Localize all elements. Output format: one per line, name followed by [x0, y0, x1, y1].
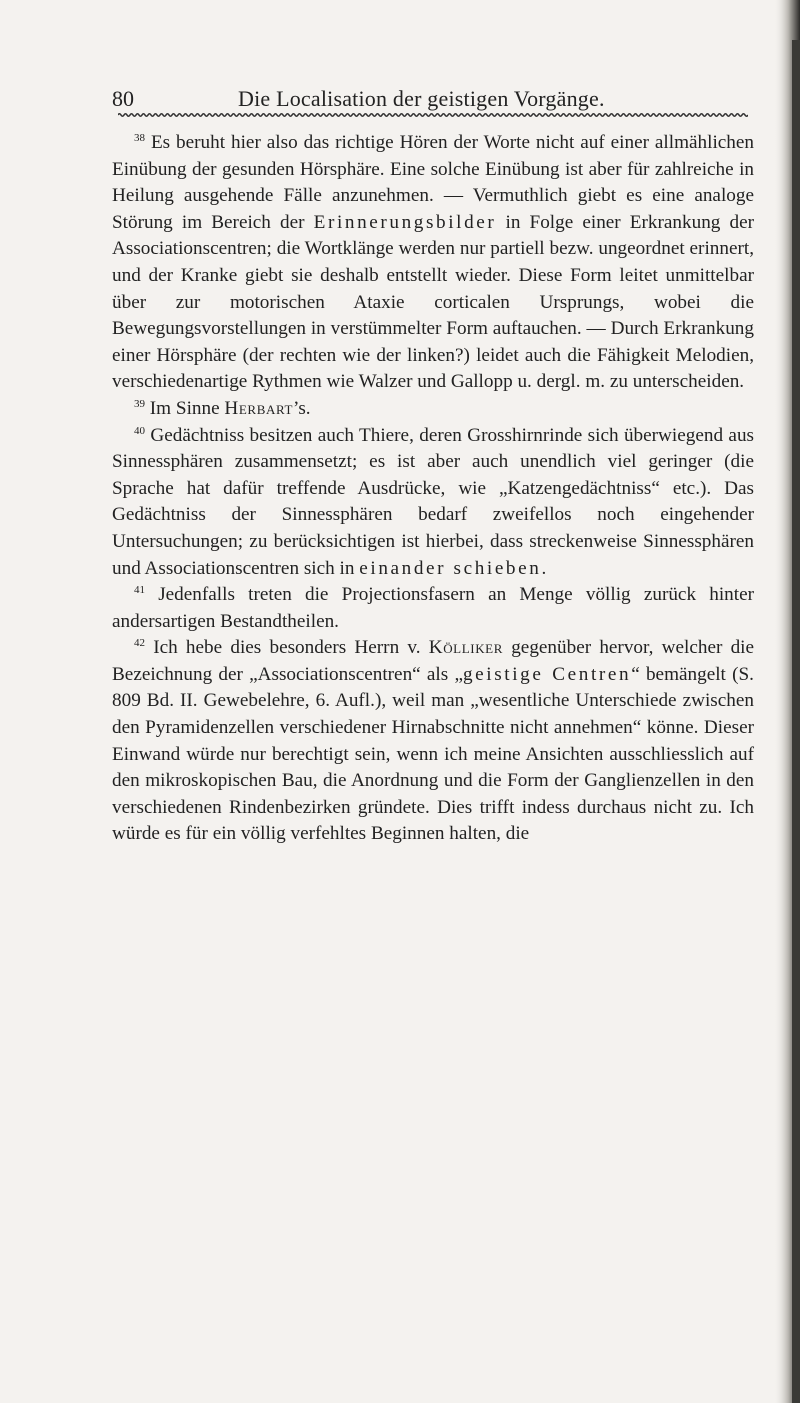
footnote-text: in Folge einer Erkrankung der Associationscentren; die Wortklänge werden nur partiell bezw. ungeordnet erinnert, und der Kranke giebt sie deshalb entstellt wieder. Diese Form leitet unmittelbar über zur motorischen Ataxie corticalen Ursprungs, wobei die Bewegungsvorstellungen in verstümmelter Form auftauchen. — Durch Erkrankung einer Hörsphäre (der rechten wie der linken?) leidet auch die Fähigkeit Melodien, verschiedenartige Rythmen wie Walzer und Gallopp u. dergl. m. zu unterscheiden.	[112, 211, 755, 393]
decorative-wavy-rule	[118, 112, 748, 118]
page-number: 80	[112, 86, 134, 111]
footnote-text: Erinnerungsbilder	[313, 211, 497, 233]
footnote-38	[112, 130, 754, 396]
footnote-text: Kölliker	[428, 637, 503, 659]
running-title: Die Localisation der geistigen Vorgänge.	[238, 86, 605, 111]
footnote-text: gegenüber hervor, welcher die Bezeichnung der „Associationscentren“ als „	[112, 637, 755, 685]
footnote-41	[112, 582, 754, 635]
footnote-number: 38	[134, 132, 145, 144]
footnote-text: “ bemängelt (S. 809 Bd. II. Gewebelehre, 6. Aufl.), weil man „wesentliche Unterschiede zwischen den Pyramidenzellen verschiedener Hirnabschnitte nicht annehmen“ könne. Dieser Einwand würde nur berechtigt sein, wenn ich meine Ansichten ausschliesslich auf den mikroskopischen Bau, die Anordnung und die Form der Ganglienzellen in den verschiedenen Rindenbezirken gründete. Dies trifft indess durchaus nicht zu. Ich würde es für ein völlig verfehltes Beginnen halten, die	[112, 663, 754, 845]
footnotes-block	[112, 130, 754, 848]
footnote-text: Gedächtniss besitzen auch Thiere, deren Grosshirnrinde sich überwiegend aus Sinnessphären zusammensetzt; es ist aber auch unendlich viel geringer (die Sprache hat dafür treffende Ausdrücke, wie „Katzengedächtniss“ etc.). Das Gedächtniss der Sinnessphären bedarf zweifellos noch eingehender Untersuchungen; zu berücksichtigen ist hierbei, dass streckenweise Sinnessphären und Associationscentren sich in	[112, 424, 755, 579]
footnote-text: einander schieben.	[359, 557, 549, 579]
footnote-number: 41	[134, 584, 145, 597]
footnote-number: 42	[134, 637, 145, 650]
footnote-39	[112, 396, 754, 423]
footnote-text: Herbart	[224, 397, 293, 419]
footnote-text: Im Sinne	[149, 397, 225, 419]
footnote-text: ’s.	[292, 397, 311, 419]
footnote-text: Ich hebe dies besonders Herrn v.	[153, 637, 429, 659]
footnote-40	[112, 423, 754, 583]
footnote-text: geistige Centren	[462, 663, 632, 685]
footnote-number: 40	[134, 424, 145, 437]
footnote-42	[112, 635, 754, 848]
footnote-number: 39	[134, 397, 145, 410]
footnote-text: Es beruht hier also das richtige Hören der Worte nicht auf einer allmählichen Einübung der gesunden Hörsphäre. Eine solche Einübung ist aber für zahlreiche in Heilung ausgehende Fälle anzunehmen. — Vermuthlich giebt es eine analoge Störung im Bereich der	[112, 132, 755, 233]
footnote-text: Jedenfalls treten die Projectionsfasern an Menge völlig zurück hinter andersartigen Bestandtheilen.	[112, 584, 754, 632]
page-edge-shadow	[774, 0, 800, 1403]
